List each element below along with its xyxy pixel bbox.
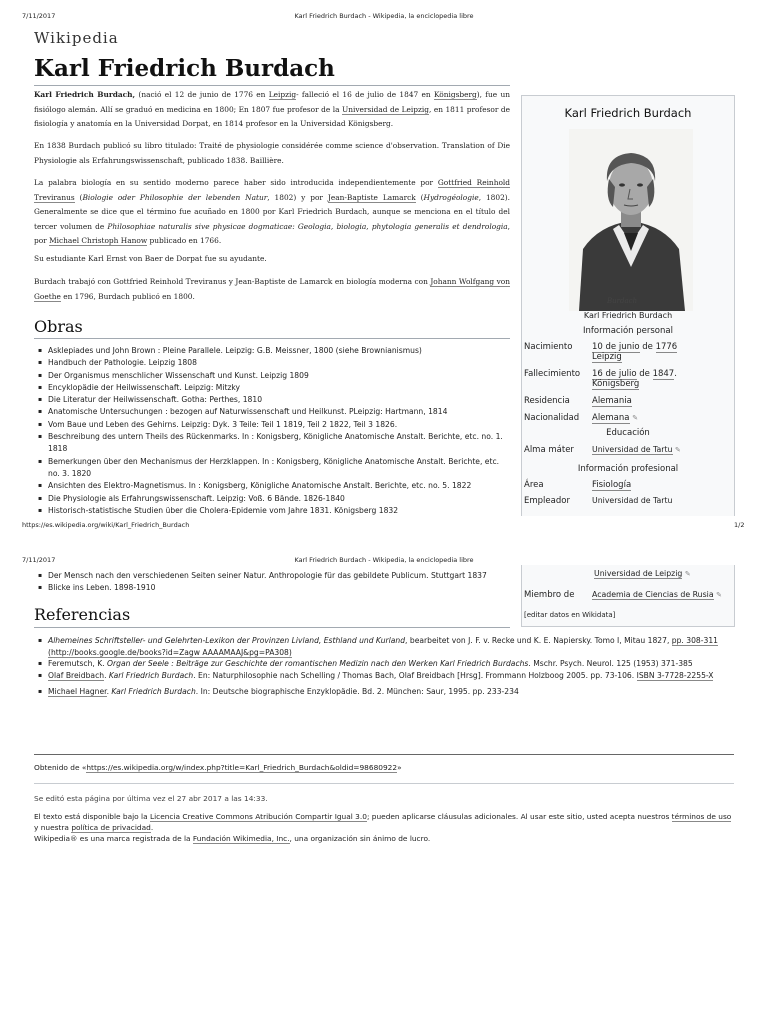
link-lamarck[interactable]: Jean-Baptiste Lamarck [327,192,416,202]
list-item: ▪ Encyklopädie der Heilwissenschaft. Leipzig: Mitzky [36,382,510,394]
infobox-row-residencia [522,396,734,406]
edit-pencil-icon[interactable]: ✎ [632,414,639,422]
pdf-doc-title: Karl Friedrich Burdach - Wikipedia, la enciclopedia libre [294,556,474,564]
link-universidad-leipzig[interactable]: Universidad de Leipzig [342,104,429,114]
text: . En: Naturphilosophie nach Schelling / Thomas Bach, Olaf Breidbach [Hrsg]. Frommann Holzboog 2005. pp. 73-106. [193,670,637,680]
section-heading-obras: Obras [34,317,83,336]
link-alma-mater[interactable]: Universidad de Tartu [592,445,673,454]
text: de [636,369,653,379]
text: publicado en 1766. [147,236,222,245]
text: El texto está disponible bajo la [34,812,150,821]
last-edited: Se editó esta página por última vez el 27 abr 2017 a las 14:33. [34,794,268,803]
link-nacionalidad[interactable]: Alemana [592,413,630,423]
infobox-row-nacionalidad [522,413,734,423]
link-death-year[interactable]: 1847 [652,369,675,379]
intro-paragraph-4: Su estudiante Karl Ernst von Baer de Dorpat fue su ayudante. [34,254,267,263]
text: Obtenido de « [34,763,87,772]
pdf-url: https://es.wikipedia.org/wiki/Karl_Friedrich_Burdach [22,521,190,529]
list-item: ▪ Der Organismus menschlicher Wissenschaft und Kunst. Leipzig 1809 [36,370,510,382]
label: Residencia [524,396,570,406]
text: . [104,670,109,680]
value [592,445,734,455]
link-leipzig[interactable]: Leipzig [268,90,297,99]
ref-title: Karl Friedrich Burdach [108,670,194,680]
link-foundation[interactable]: Fundación Wikimedia, Inc. [192,834,290,843]
text: » [397,763,402,772]
intro-paragraph-1 [34,88,510,132]
text: ), fue un fisiólogo alemán. Allí se graduó en medicina en 1800; En 1807 fue profesor de la [34,90,510,114]
pdf-page-number: 1/2 [734,521,745,529]
ref-title: Karl Friedrich Burdach [111,687,196,696]
portrait-image[interactable] [569,129,693,311]
text: La palabra biología en su sentido moderno parece haber sido introducida independientemente por [34,178,438,187]
text: , 1802). Generalmente se dice que el término fue acuñado en 1800 por Karl Friedrich Burdach, aunque se menciona en el título del tercer volumen de [34,192,511,231]
infobox [521,95,735,516]
label: Nacimiento [524,342,573,352]
link-empleador-leipzig[interactable]: Universidad de Leipzig [594,569,683,578]
list-item: ▪ Beschreibung des untern Theils des Rückenmarks. In : Konigsberg, Königliche Anatomische Anstalt. Berichte, etc. no. 1. 1818 [36,431,510,456]
edit-pencil-icon[interactable]: ✎ [684,570,691,578]
list-item: ▪ Handbuch der Pathologie. Leipzig 1808 [36,357,510,369]
link-residencia[interactable]: Alemania [592,396,632,406]
text: . Mschr. Psych. Neurol. 125 (1953) 371-385 [528,659,693,668]
license-text [34,811,734,844]
image-caption: Karl Friedrich Burdach [583,311,673,320]
value [592,590,734,600]
edit-pencil-icon[interactable]: ✎ [674,446,681,454]
text: . [674,369,677,379]
link-death-date[interactable]: 16 de julio [592,369,637,379]
text: , por [34,221,511,245]
obras-list-continued [36,570,510,595]
text: ( [415,192,424,202]
value [592,342,734,362]
label: Fallecimiento [524,369,581,379]
text: de [639,342,656,352]
text: ; pueden aplicarse cláusulas adicionales. Al usar este sitio, usted acepta nuestros [366,812,672,821]
text: , en 1811 profesor de fisiología y anatomía en la Universidad Dorpat, en 1814 profesor en la Universidad Königsberg. [34,104,510,128]
list-item: ▪ Historisch-statistische Studien über die Cholera-Epidemie vom Jahre 1831. Königsberg 1832 [36,505,510,517]
wikidata-edit-link[interactable]: [editar datos en Wikidata] [524,611,616,619]
infobox-row-empleador [522,496,734,506]
reference-item [36,686,736,698]
footer-divider [34,783,734,784]
text: . [106,687,112,696]
text: y nuestra [34,823,72,832]
link-privacy[interactable]: política de privacidad [71,823,151,832]
obras-list [36,345,510,517]
list-item: ▪ Ansichten des Elektro-Magnetismus. In : Konigsberg, Königliche Anatomische Anstalt. Berichte, etc. no. 5. 1822 [36,480,510,492]
list-item: ▪ Die Physiologie als Erfahrungswissenschaft. Leipzig: Voß. 6 Bände. 1826-1840 [36,493,510,505]
label: Alma máter [524,445,574,455]
value [592,413,734,423]
wikipedia-logo[interactable]: Wikipedia [34,29,119,47]
portrait-signature: Burdach [607,297,638,305]
text: , bearbeitet von J. F. v. Recke und K. E. Napiersky. Tomo I, Mitau 1827, [405,636,672,645]
book-title: Biologie oder Philosophie der lebenden Natur [82,192,268,202]
link-treviranus[interactable]: Gottfried Reinhold Treviranus [34,178,511,202]
link-hagner[interactable]: Michael Hagner [48,687,107,696]
list-item: ▪ Bemerkungen über den Mechanismus der Herzklappen. In : Konigsberg, Königliche Anatomische Anstalt. Berichte, etc. no. 3. 1820 [36,456,510,481]
link-death-place[interactable]: Königsberg [592,379,640,389]
link-birth-place[interactable]: Leipzig [592,352,622,362]
intro-paragraph-3 [34,176,510,249]
infobox-section-personal: Información personal [583,326,673,336]
text: - falleció el 16 de julio de 1847 en [296,90,434,99]
ref-title: Alhemeines Schriftsteller- und Gelehrten-Lexikon der Provinzen Livland, Esthland und Kurland [48,636,406,645]
label: Empleador [524,496,570,506]
text: . [150,823,154,832]
section-divider [34,627,510,628]
book-title: Philosophiae naturalis sive physicae dogmaticae: Geologia, biologia, phytologia generalis et dendrologia [107,221,508,231]
text: Feremutsch, K. [48,659,108,668]
section-heading-referencias: Referencias [34,605,131,624]
infobox-row-nacimiento [522,342,734,362]
value [594,569,691,578]
intro-paragraph-5 [34,275,510,304]
text: Wikipedia® es una marca registrada de la [34,834,193,843]
link-academia[interactable]: Academia de Ciencias de Rusia [592,590,714,599]
edit-pencil-icon[interactable]: ✎ [716,591,722,599]
ref-title: Organ der Seele : Beiträge zur Geschichte der romantischen Medizin nach den Werken Karl Friedrich Burdachs [107,659,529,668]
link-konigsberg[interactable]: Königsberg [433,90,477,99]
infobox-section-educacion: Educación [606,428,650,438]
reference-item [36,670,736,682]
link-permanent[interactable]: https://es.wikipedia.org/w/index.php?title=Karl_Friedrich_Burdach&oldid=98680922 [86,763,398,772]
link-google-books[interactable]: pp. 308-311 (http://books.google.de/books?id=Zagw AAAAMAAJ&pg=PA308) [48,636,718,657]
title-divider [34,85,510,86]
text: , 1802) y por [267,192,328,202]
list-item: ▪ Asklepiades und John Brown : Pleine Parallele. Leipzig: G.B. Meissner, 1800 (siehe Brownianismus) [36,345,510,357]
infobox-title: Karl Friedrich Burdach [564,106,692,120]
link-terms[interactable]: términos de uso [671,812,732,821]
list-item: ▪ Die Literatur der Heilwissenschaft. Gotha: Perthes, 1810 [36,394,510,406]
bold-name: Karl Friedrich Burdach, [34,90,136,99]
label: Miembro de [524,590,575,600]
reference-item [36,635,736,658]
text: ( [74,192,83,202]
page-title: Karl Friedrich Burdach [34,55,335,82]
value [592,480,734,490]
text: , una organización sin ánimo de lucro. [289,834,431,843]
label: Área [524,480,544,490]
referencias-list [36,635,736,698]
list-item: ▪ Vom Baue und Leben des Gehirns. Leipzig: Dyk. 3 Teile: Teil 1 1819, Teil 2 1822, Teil 3 1826. [36,419,510,431]
link-goethe[interactable]: Johann Wolfgang von Goethe [34,277,511,301]
footer-divider [34,754,734,755]
intro-paragraph-2: En 1838 Burdach publicó su libro titulado: Traité de physiologie considérée comme science d'observation. Translation of Die Physiologie als Erfahrungswissenschaft, publicado 1838. Baillière. [34,141,510,165]
link-license[interactable]: Licencia Creative Commons Atribución Compartir Igual 3.0 [149,812,367,821]
text: en 1796, Burdach publicó en 1800. [60,291,195,301]
link-hanow[interactable]: Michael Christoph Hanow [49,236,148,245]
infobox-row-area [522,480,734,490]
obtenido-de [34,762,402,773]
link-isbn[interactable]: ISBN 3-7728-2255-X [636,670,714,680]
value: Universidad de Tartu [592,496,673,505]
link-breidbach[interactable]: Olaf Breidbach [48,670,105,680]
text: Burdach trabajó con Gottfried Reinhold Treviranus y Jean-Baptiste de Lamarck en biología moderna con [34,277,431,286]
infobox-row-alma-mater [522,445,734,455]
pdf-date: 7/11/2017 [22,556,56,564]
infobox-continued [521,565,735,627]
infobox-row-miembro [522,590,734,600]
book-title: Hydrogéologie [423,192,479,202]
list-item: ▪ Blicke ins Leben. 1898-1910 [36,582,510,594]
pdf-doc-title: Karl Friedrich Burdach - Wikipedia, la enciclopedia libre [294,12,474,20]
link-birth-date[interactable]: 10 de junio [592,342,640,352]
reference-item [36,658,736,670]
value [592,369,734,389]
link-birth-year[interactable]: 1776 [655,342,678,352]
text: . In: Deutsche biographische Enzyklopädie. Bd. 2. München: Saur, 1995. pp. 233-234 [195,687,519,696]
section-divider [34,338,510,339]
text: (nació el 12 de junio de 1776 en [135,90,269,99]
portrait-drawing [569,129,693,311]
pdf-date: 7/11/2017 [22,12,56,20]
link-area[interactable]: Fisiología [592,480,632,490]
infobox-section-profesional: Información profesional [577,464,679,474]
label: Nacionalidad [524,413,580,423]
list-item: ▪ Der Mensch nach den verschiedenen Seiten seiner Natur. Anthropologie für das gebildete Publicum. Stuttgart 1837 [36,570,510,582]
value [592,396,734,406]
infobox-row-fallecimiento [522,369,734,389]
list-item: ▪ Anatomische Untersuchungen : bezogen auf Naturwissenschaft und Heilkunst. PLeipzig: Hartmann, 1814 [36,406,510,418]
